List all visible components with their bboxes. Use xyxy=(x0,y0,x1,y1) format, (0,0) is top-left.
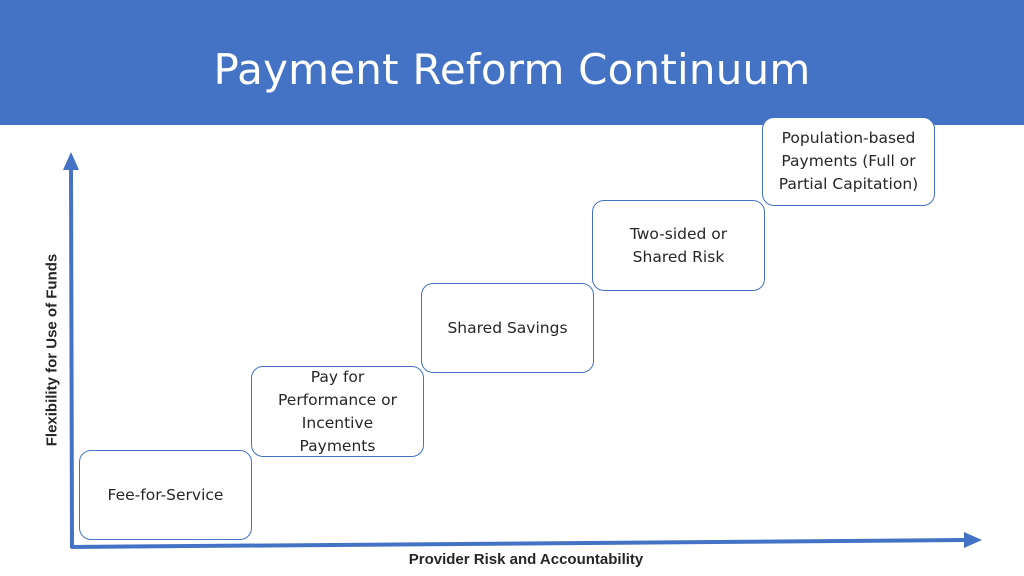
x-axis-arrowhead xyxy=(964,532,982,548)
step-shared-risk xyxy=(592,200,765,291)
y-axis-line xyxy=(71,167,72,548)
slide-title: Payment Reform Continuum xyxy=(213,45,811,94)
x-axis-label: Provider Risk and Accountability xyxy=(408,551,644,568)
step-fee-for-service xyxy=(79,450,252,540)
y-axis-label: Flexibility for Use of Funds xyxy=(43,253,61,447)
step-label: Fee-for-Service xyxy=(107,485,224,504)
step-pay-for-performance xyxy=(251,366,424,457)
x-axis-line xyxy=(71,540,966,547)
step-label: Two-sided or Shared Risk xyxy=(629,224,728,266)
step-population-based-payments xyxy=(762,117,935,206)
y-axis-arrowhead xyxy=(63,152,79,170)
step-label: Pay for Performance or Incentive Payments xyxy=(277,367,397,455)
step-shared-savings xyxy=(421,283,594,373)
step-label: Population-based Payments (Full or Partial Capitation) xyxy=(778,129,919,193)
step-label: Shared Savings xyxy=(447,318,568,337)
